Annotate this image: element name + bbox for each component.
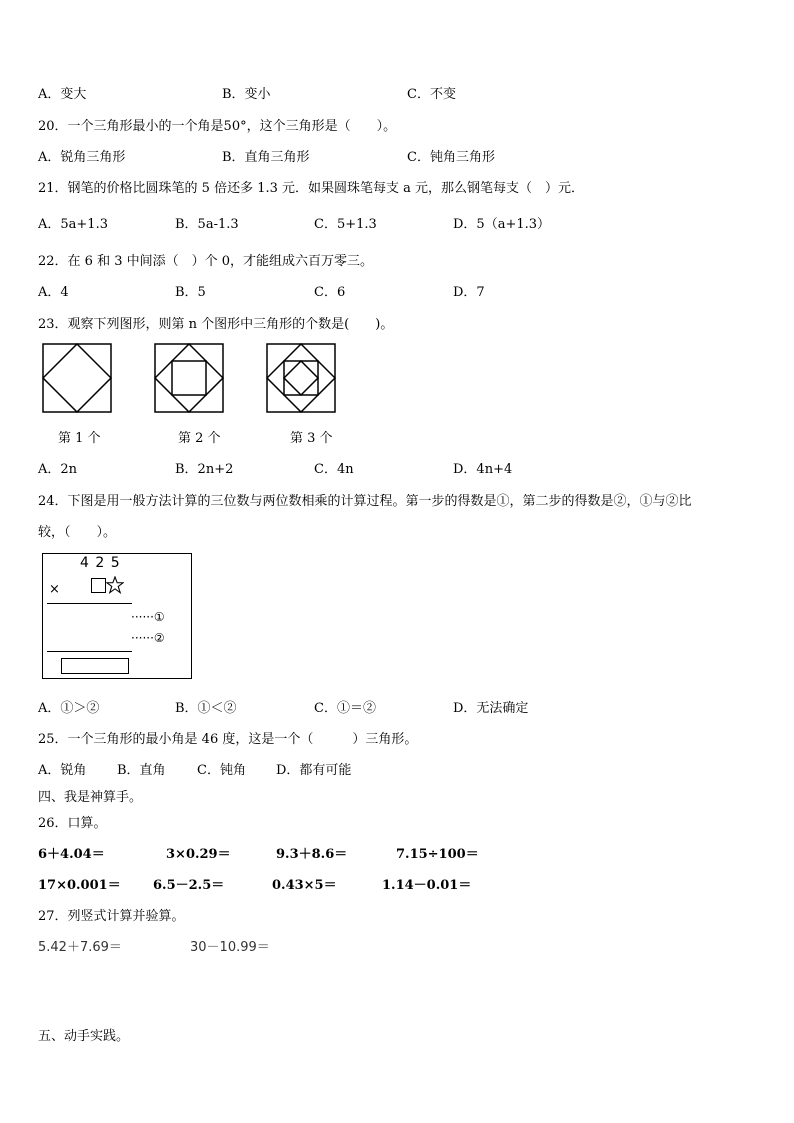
- q20-option-b: B．直角三角形: [222, 150, 310, 165]
- q24-option-a: A．①＞②: [38, 701, 100, 716]
- step-2-marker: ······②: [131, 631, 165, 645]
- q26-r2-c1: 17×0.001＝: [38, 878, 121, 893]
- star-icon: [106, 576, 124, 594]
- multiplication-diagram: [42, 553, 192, 679]
- figure-3-label: 第 3 个: [290, 431, 333, 446]
- line-2: [47, 651, 132, 652]
- q23-option-d: D．4n+4: [453, 462, 513, 477]
- q27-expression-1: 5.42＋7.69＝: [38, 940, 122, 955]
- figure-2: [154, 343, 224, 413]
- q24-question-line1: 24．下图是用一般方法计算的三位数与两位数相乘的计算过程。第一步的得数是①，第二步的得数是②，①与②比: [38, 494, 692, 509]
- q23-option-a: A．2n: [38, 462, 78, 477]
- q25-question: 25．一个三角形的最小角是 46 度，这是一个（ ）三角形。: [38, 732, 418, 747]
- q20-option-a: A．锐角三角形: [38, 150, 126, 165]
- q26-r1-c2: 3×0.29＝: [166, 847, 231, 862]
- multiplicand: 4 2 5: [80, 555, 121, 571]
- q23-option-c: C．4n: [314, 462, 354, 477]
- q25-option-d: D．都有可能: [276, 763, 352, 778]
- figure-1: [42, 343, 112, 413]
- q22-option-b: B．5: [175, 285, 206, 300]
- q23-option-b: B．2n+2: [175, 462, 234, 477]
- q20-option-c: C．钝角三角形: [407, 150, 495, 165]
- q24-question-line2: 较，（ ）。: [38, 525, 117, 540]
- q26-r1-c3: 9.3＋8.6＝: [276, 847, 348, 862]
- square-blank: [91, 578, 106, 593]
- q24-option-b: B．①＜②: [175, 701, 237, 716]
- q25-option-a: A．锐角: [38, 763, 87, 778]
- times-sign: ×: [49, 582, 60, 597]
- q26-r2-c3: 0.43×5＝: [272, 878, 337, 893]
- q19-option-b: B．变小: [222, 87, 271, 102]
- q24-option-d: D．无法确定: [453, 701, 529, 716]
- q21-option-c: C．5+1.3: [314, 217, 377, 232]
- figure-2-label: 第 2 个: [178, 431, 221, 446]
- q22-option-c: C．6: [314, 285, 346, 300]
- q25-option-c: C．钝角: [197, 763, 246, 778]
- q23-question: 23．观察下列图形，则第 n 个图形中三角形的个数是( )。: [38, 317, 394, 332]
- q22-option-a: A．4: [38, 285, 69, 300]
- q19-option-c: C．不变: [407, 87, 456, 102]
- q21-option-a: A．5a+1.3: [38, 217, 108, 232]
- q26-r1-c1: 6＋4.04＝: [38, 847, 105, 862]
- q24-option-c: C．①＝②: [314, 701, 376, 716]
- q22-option-d: D．7: [453, 285, 485, 300]
- q22-question: 22．在 6 和 3 中间添（ ）个 0，才能组成六百万零三。: [38, 254, 374, 269]
- figure-1-label: 第 1 个: [58, 431, 101, 446]
- q27-expression-2: 30－10.99＝: [190, 940, 270, 955]
- q27-title: 27．列竖式计算并验算。: [38, 909, 185, 924]
- q25-option-b: B．直角: [117, 763, 166, 778]
- q21-question: 21．钢笔的价格比圆珠笔的 5 倍还多 1.3 元．如果圆珠笔每支 a 元，那么钢笔每支（ ）元．: [38, 181, 585, 196]
- line-1: [47, 603, 132, 604]
- q20-question: 20．一个三角形最小的一个角是50°，这个三角形是（ ）。: [38, 119, 397, 134]
- step-1-marker: ······①: [131, 610, 165, 624]
- q26-r2-c4: 1.14－0.01＝: [382, 878, 472, 893]
- q19-option-a: A．变大: [38, 87, 87, 102]
- q21-option-d: D．5（a+1.3）: [453, 217, 551, 232]
- q26-r1-c4: 7.15÷100＝: [396, 847, 479, 862]
- result-box: [61, 658, 129, 674]
- q26-r2-c2: 6.5－2.5＝: [153, 878, 225, 893]
- q26-title: 26．口算。: [38, 816, 107, 831]
- section-5-heading: 五、动手实践。: [38, 1029, 130, 1044]
- q21-option-b: B．5a-1.3: [175, 217, 239, 232]
- section-4-heading: 四、我是神算手。: [38, 790, 143, 805]
- figure-3: [266, 343, 336, 413]
